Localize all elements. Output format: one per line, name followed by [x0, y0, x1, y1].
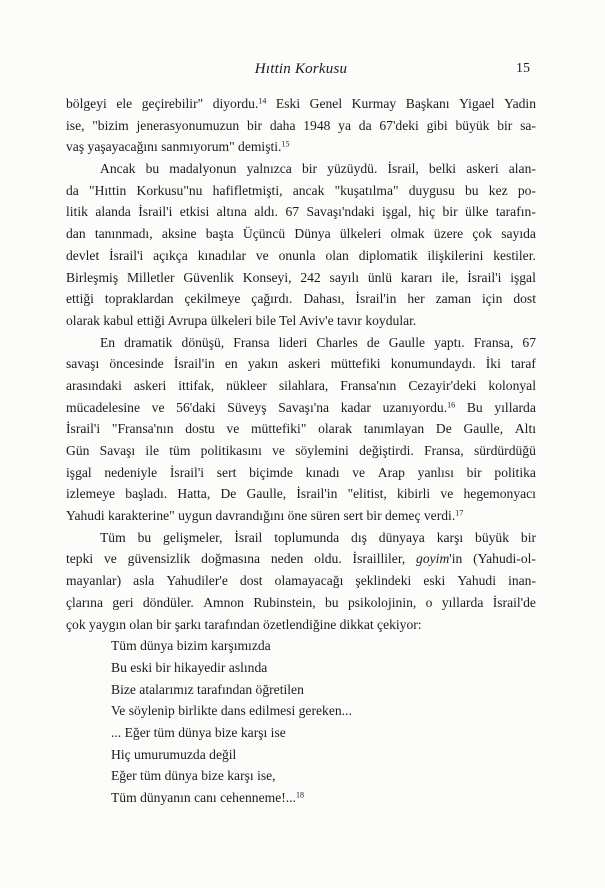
word: söylemini [295, 443, 349, 458]
word: psikolojinin, [347, 594, 417, 610]
word: toplumunda [274, 529, 340, 545]
word: ve [104, 551, 117, 567]
text-line [66, 332, 536, 354]
text-line: vaş yaşayacağını sanmıyorum" demişti.$^{15}$ [66, 139, 290, 155]
word: Amnon [203, 594, 244, 610]
word: bölgeyi [66, 96, 107, 111]
word: 67 [285, 204, 300, 220]
word: Korkusu"nu [136, 182, 203, 198]
word: başta [205, 226, 234, 242]
page-number: 15 [516, 61, 530, 76]
word: Eski [275, 96, 301, 111]
word: dost [513, 291, 536, 307]
verse-line: Bu eski bir hikayedir aslında [111, 659, 268, 675]
word: olamayacağı [274, 573, 344, 589]
word: Dahası, [303, 291, 345, 307]
word: nedeniyle [104, 464, 158, 480]
word: bu [145, 161, 160, 177]
word: bir [466, 464, 482, 480]
word: 56'daki [176, 399, 216, 415]
word: askeri [288, 356, 321, 372]
word: bir [301, 161, 318, 177]
word: kınadı [305, 464, 340, 480]
word: Rubinstein, [253, 594, 316, 610]
word: büyük [455, 117, 490, 133]
word: ettiği [66, 291, 94, 307]
word: gibi [426, 117, 448, 133]
word: Milletler [126, 269, 175, 285]
word: dış [351, 529, 367, 545]
word: ilişkilerini [427, 247, 484, 263]
word: yakın [247, 356, 279, 372]
word: Gaulle [388, 334, 426, 350]
word: askeri [466, 161, 499, 177]
word: öncesinde [109, 356, 164, 372]
word: Birleşmiş [66, 269, 119, 285]
word: yıllarda [494, 399, 536, 415]
word: politika [494, 464, 536, 480]
word: mayanlar) [66, 573, 122, 589]
word: alan- [508, 161, 536, 177]
word: hegemonyacı [463, 486, 536, 502]
word: Savaşı'ndaki [306, 204, 375, 220]
word: ve [352, 464, 366, 480]
word: tanınmadı, [94, 226, 153, 242]
text-line [66, 527, 536, 549]
word: kolonyal [488, 377, 536, 393]
word: olarak [318, 421, 353, 437]
word: Savaşı'na [278, 399, 330, 415]
text-line [66, 158, 536, 180]
word: diplomatik [358, 247, 418, 263]
word: arasındaki [66, 377, 122, 393]
word: Bu [466, 399, 483, 415]
word: karşı [436, 529, 464, 545]
word: politikasını [200, 443, 262, 458]
word: onunla [278, 247, 316, 263]
footnote-reference: 16 [447, 400, 456, 410]
footnote-reference: 15 [281, 139, 290, 149]
word: Charles [316, 334, 358, 350]
word: litik [66, 204, 88, 220]
word: Yadin [504, 96, 536, 111]
word: inan- [508, 573, 536, 589]
text-line [66, 548, 536, 570]
word: Kurmay [351, 96, 397, 111]
word: ya [338, 117, 352, 133]
word: büyük [475, 529, 510, 545]
word: askeri [133, 377, 167, 393]
verse-line: Ve söylenip birlikte dans edilmesi gereken... [111, 703, 352, 719]
word: Ancak [100, 161, 136, 177]
word: İsrail'i [66, 421, 101, 437]
text-line: Yahudi karakterine" uygun davrandığını öne süren sert bir demeç verdi.$^{17}$ [66, 508, 464, 524]
word: dünyaya [378, 529, 425, 545]
text-line: olarak kabul ettiği Avrupa ülkeleri bile Tel Aviv'e tavır koydular. [66, 312, 417, 328]
word: üzere [433, 226, 464, 242]
word: ittifak, [178, 377, 215, 393]
word: Genel [309, 96, 343, 111]
running-header-title: Hıttin Korkusu [254, 61, 348, 77]
word: Başkanı [405, 96, 450, 111]
text-line [66, 223, 536, 245]
verse-line: Tüm dünyanın canı cehenneme!...$^{18}$ [111, 790, 304, 805]
word: "Hıttin [89, 182, 127, 198]
word: İsrail'de [492, 594, 536, 610]
word: kınadılar [197, 247, 247, 263]
word: diyordu.$^{14}$ [212, 96, 267, 111]
word: İsrailliler, [352, 551, 406, 567]
word: şeklindeki [355, 573, 412, 589]
word: yanlısı [417, 464, 454, 480]
text-line [66, 440, 536, 462]
footnote-reference: 18 [295, 790, 304, 800]
word: "Fransa'nın [111, 421, 174, 437]
word: "kuşatılma" [334, 182, 399, 198]
word: ünlü [367, 269, 392, 285]
verse-line: Bize atalarımız tarafından öğretilen [111, 681, 304, 697]
word: başladı. [125, 486, 168, 502]
word: da [358, 117, 372, 133]
word: savaşı [66, 356, 100, 372]
word: İki [485, 356, 501, 372]
word: kestiler. [493, 247, 536, 263]
footnote-reference: 14 [258, 96, 267, 106]
word: yaptı. [434, 334, 465, 350]
word: İsrail'i [109, 247, 144, 263]
word: konumundaydı. [390, 356, 476, 372]
text-line [66, 462, 536, 484]
word: (Yahudi-ol- [473, 551, 536, 567]
verse-line: Eğer tüm dünya bize karşı ise, [111, 768, 276, 784]
word: dost [239, 573, 263, 589]
word: Gaulle, [246, 486, 287, 502]
word: kadar [340, 399, 371, 415]
text-line [66, 353, 536, 375]
italic-term: goyim [416, 551, 450, 567]
text-line: çok yaygın olan bir şarkı tarafından özetlendiğine dikkat çekiyor: [66, 616, 422, 632]
word: işgal [510, 269, 536, 285]
word: doğmasına [201, 551, 261, 567]
word: izlemeye [66, 486, 116, 502]
word: işgal, [382, 204, 412, 220]
word: dönüşü, [181, 334, 225, 350]
word: Yigael [459, 96, 495, 111]
text-line [66, 201, 536, 223]
word: bu [464, 182, 479, 198]
word: işgal [66, 464, 92, 480]
word: dramatik [124, 334, 173, 350]
word: ise, [66, 117, 85, 133]
text-line [66, 418, 536, 440]
word: nükleer [226, 377, 267, 393]
word: çok [472, 226, 493, 242]
text-line [66, 115, 536, 137]
word: Fransa [233, 334, 270, 350]
word: Yahudiler'e [166, 573, 228, 589]
word: eski [423, 573, 446, 589]
word: neden [270, 551, 304, 567]
word: İsrail'in [173, 356, 215, 372]
word: Yahudi [457, 573, 496, 589]
word: Süveyş [227, 399, 267, 415]
word: daha [269, 117, 296, 133]
word: sayıda [501, 226, 536, 242]
word: 67'deki [379, 117, 419, 133]
word: oldu. [314, 551, 342, 567]
word: taraf [510, 356, 536, 372]
word: çağırdı. [251, 291, 293, 307]
verse-line: Hiç umurumuzda değil [111, 746, 237, 762]
text-line [66, 483, 536, 505]
word: en [224, 356, 238, 372]
word: duygusu [408, 182, 455, 198]
word: tarafın- [495, 204, 536, 220]
word: tepki [66, 551, 94, 567]
word: İsrail'i [138, 204, 173, 220]
word: ve [151, 399, 165, 415]
word: Fransa, [424, 443, 464, 458]
word: sert [216, 464, 237, 480]
word: bir [442, 204, 458, 220]
word: En [100, 334, 116, 350]
word: dostu [185, 421, 215, 437]
word: geçirebilir" [141, 96, 204, 111]
word: sürdürdüğü [473, 443, 536, 458]
word: ülkeleri [339, 226, 382, 242]
word: devlet [66, 247, 100, 263]
word: ve [440, 486, 454, 502]
word: ile [145, 443, 160, 458]
footnote-reference: 17 [455, 508, 464, 518]
word: o [425, 594, 433, 610]
word: Fransa, [473, 334, 514, 350]
word: belki [428, 161, 457, 177]
word: çlarına [66, 594, 103, 610]
text-line [66, 375, 536, 397]
word: İsrail'in [296, 486, 338, 502]
word: kibirli [396, 486, 431, 502]
word: de [366, 334, 380, 350]
word: Dünya [294, 226, 331, 242]
word: aksine [161, 226, 197, 242]
word: dan [66, 226, 86, 242]
word: İsrail'in [355, 291, 397, 307]
word: Üçüncü [242, 226, 286, 242]
word: değiştirdi. [359, 443, 414, 458]
word: döndüler. [142, 594, 194, 610]
word: "bizim [92, 117, 129, 133]
word: ve [226, 421, 240, 437]
word: Fransa'nın [340, 377, 397, 393]
word: olan [325, 247, 349, 263]
word: alanda [95, 204, 131, 220]
word: her [407, 291, 425, 307]
word: geri [112, 594, 134, 610]
word: müttefiki [330, 356, 381, 372]
text-line [66, 397, 536, 419]
word: Hatta, [177, 486, 211, 502]
word: zaman [435, 291, 472, 307]
word: Güvenlik [183, 269, 234, 285]
word: Altı [514, 421, 536, 437]
word: açıkça [153, 247, 188, 263]
text-line [66, 245, 536, 267]
word: De [220, 486, 237, 502]
word: için [482, 291, 503, 307]
word: altına [216, 204, 247, 220]
word: lideri [278, 334, 308, 350]
word: ancak [292, 182, 325, 198]
word: ele [116, 96, 133, 111]
word: asla [133, 573, 155, 589]
word: bir [246, 117, 263, 133]
word: Savaşı [99, 443, 136, 458]
text-line [66, 93, 536, 115]
word: ülke [465, 204, 489, 220]
word: etkisi [179, 204, 210, 220]
word: silahlara, [278, 377, 329, 393]
word: De [435, 421, 452, 437]
verse-line: Tüm dünya bizim karşımızda [111, 638, 271, 654]
word: Cezayir'deki [408, 377, 477, 393]
word: bir [520, 529, 536, 545]
word: madalyonun [169, 161, 237, 177]
word: sayılı [329, 269, 359, 285]
word: yıllarda [441, 594, 484, 610]
word: bu [325, 594, 339, 610]
word: İsrail'i [467, 269, 502, 285]
word: po- [517, 182, 536, 198]
word: yalnızca [246, 161, 292, 177]
word: çekilmeye [184, 291, 241, 307]
word: mücadelesine [66, 399, 140, 415]
word: goyim'in [416, 551, 463, 567]
word: biçimde [249, 464, 293, 480]
word: güvensizlik [127, 551, 191, 567]
word: Arap [377, 464, 405, 480]
word: hiç [418, 204, 436, 220]
word: kararı [400, 269, 433, 285]
word: Konseyi, [242, 269, 292, 285]
word: ve [255, 247, 269, 263]
text-line [66, 267, 536, 289]
word: 242 [300, 269, 321, 285]
word: Tüm [100, 529, 126, 545]
text-line [66, 570, 536, 592]
word: uzanıyordu.$^{16}$ [382, 399, 456, 415]
word: İsrail'i [169, 464, 205, 480]
word: kez [488, 182, 508, 198]
word: topraklardan [104, 291, 174, 307]
word: "elitist, [347, 486, 387, 502]
word: İsrail [234, 529, 263, 545]
word: Gün [66, 443, 90, 458]
word: bir [497, 117, 513, 133]
word: hafifletmişti, [212, 182, 283, 198]
running-header [66, 61, 536, 81]
word: da [66, 182, 79, 198]
word: yüzüydü. [327, 161, 378, 177]
verse-line: ... Eğer tüm dünya bize karşı ise [111, 724, 286, 740]
page-body [66, 93, 536, 809]
word: bu [137, 529, 152, 545]
text-line [66, 592, 536, 614]
text-line [66, 288, 536, 310]
word: tanımlayan [363, 421, 425, 437]
word: jenerasyonumuzun [136, 117, 240, 133]
word: aldı. [254, 204, 279, 220]
word: 1948 [303, 117, 331, 133]
word: Gaulle, [463, 421, 504, 437]
word: İsrail, [387, 161, 419, 177]
word: 67 [522, 334, 536, 350]
word: ile, [441, 269, 459, 285]
word: ve [272, 443, 285, 458]
word: müttefiki" [250, 421, 307, 437]
text-line [66, 180, 536, 202]
word: tüm [169, 443, 191, 458]
word: gelişmeler, [163, 529, 223, 545]
word: olmak [390, 226, 425, 242]
word: sa- [520, 117, 536, 133]
